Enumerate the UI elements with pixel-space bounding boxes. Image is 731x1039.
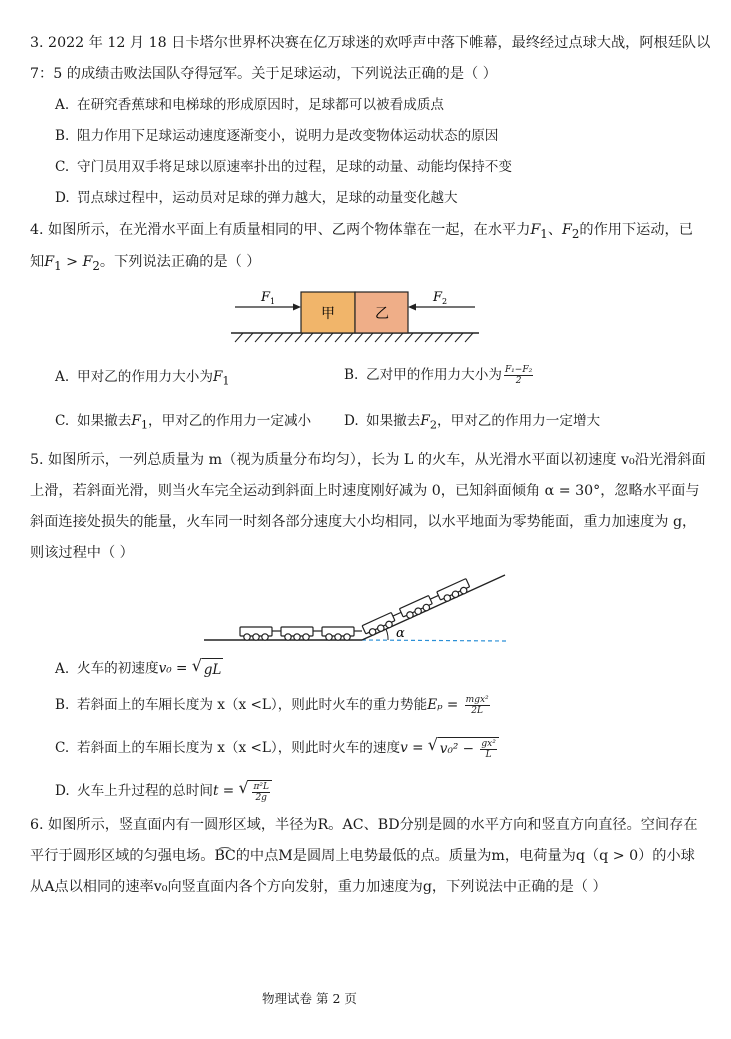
q6-stem-line3: 从A点以相同的速率v₀向竖直面内各个方向发射，重力加速度为g，下列说法中正确的是（ ） [30,879,607,895]
q3-option-a [55,95,444,115]
figure-f1-label: F [261,290,271,305]
option-label: D. [55,190,70,206]
option-equation: v = [400,740,428,756]
option-text: 火车上升过程的总时间 [77,783,213,799]
force-f1-sub: 1 [540,226,548,241]
q3-option-c [55,157,512,177]
q4-stem-line2 [30,252,260,276]
option-label: B. [55,697,70,713]
radical-sign: √ [427,735,438,754]
q4-stem-line1 [30,220,693,244]
radical-sign: √ [191,656,202,675]
square-root [238,780,272,803]
q5-stem-line2: 上滑，若斜面光滑，则当火车完全运动到斜面上时速度刚好减为 0，已知斜面倾角 α = 30°，忽略水平面与 [30,483,700,499]
option-text: 在研究香蕉球和电梯球的形成原因时，足球都可以被看成质点 [77,97,445,113]
figure-f1-sub: 1 [270,297,276,306]
q5-stem-line1: 5. 如图所示，一列总质量为 m（视为质量分布均匀），长为 L 的火车，从光滑水平面以初速度 v₀沿光滑斜面 [30,452,706,468]
force-f2-sub: 2 [92,258,100,273]
option-text: 火车的初速度 [77,660,159,677]
force-f1: F [212,369,223,385]
q4-option-c [55,411,311,435]
q3-option-d [55,188,458,208]
block-yi-label: 乙 [375,306,389,322]
angle-alpha-label: α [396,626,405,641]
force-f1: F [530,222,541,238]
fraction [465,695,490,716]
radical-sign: √ [238,778,249,797]
option-text: 罚点球过程中，运动员对足球的弹力越大，足球的动量变化越大 [77,190,458,206]
option-equation: Eₚ = [427,697,463,713]
q4-stem2-suffix: 。下列说法正确的是（ ） [99,254,261,270]
q4-option-a [55,367,230,391]
option-text: ，甲对乙的作用力一定增大 [437,413,601,429]
separator: 、 [547,222,563,238]
option-label: B. [55,128,70,144]
option-text: 乙对甲的作用力大小为 [366,367,502,383]
option-equation: v₀ = [158,660,192,677]
q5-stem-line3: 斜面连接处损失的能量，火车同一时刻各部分速度大小均相同，以水平地面为零势能面，重力加速度为 g， [30,514,697,530]
q3-option-b [55,126,498,146]
greater-than: > [61,254,83,270]
option-label: D. [344,413,359,429]
block-jia-label: 甲 [321,306,335,322]
force-f2: F [562,222,572,238]
option-text: ，甲对乙的作用力一定减小 [148,413,312,429]
option-text: 甲对乙的作用力大小为 [77,369,213,385]
option-label: A. [55,97,70,113]
q5-option-b [55,695,490,716]
q6-stem-line1: 6. 如图所示，竖直面内有一圆形区域，半径为R。AC、BD分别是圆的水平方向和竖直方向直径。空间存在 [30,817,698,833]
force-f1: F [44,254,55,270]
page-footer: 物理试卷 第 2 页 [262,991,357,1006]
radicand [438,737,499,760]
option-label: C. [55,159,70,175]
fraction-denominator: 2L [471,706,483,716]
fraction-numerator: mgx² [465,695,489,705]
force-f2-arrowhead [408,304,416,311]
figure-f2-sub: 2 [442,297,448,306]
q3-stem-line2: 7：5 的成绩击败法国队夺得冠军。关于足球运动，下列说法正确的是（ ） [30,66,497,82]
option-text: 如果撤去 [366,413,421,429]
fraction [480,739,496,760]
q4-stem-prefix: 4. 如图所示，在光滑水平面上有质量相同的甲、乙两个物体靠在一起，在水平力 [30,222,531,238]
force-f2-sub: 2 [429,417,438,432]
fraction-denominator: L [485,750,492,760]
option-label: D. [55,783,70,799]
radicand-term: v₀² − [439,741,479,757]
force-f2: F [420,413,430,429]
train-cars-incline [362,579,471,638]
option-text: 若斜面上的车厢长度为 x（x <L），则此时火车的速度 [77,740,401,756]
q3-stem-line1: 3. 2022 年 12 月 18 日卡塔尔世界杯决赛在亿万球迷的欢呼声中落下帷幕，最终经过点球大战，阿根廷队以 [30,35,711,51]
option-label: B. [344,367,359,383]
train-cars-flat [240,627,362,640]
fraction-denominator: 2 [515,376,522,386]
option-text: 如果撤去 [77,413,132,429]
fraction-numerator: F₁−F₂ [504,365,533,375]
radicand: gL [202,658,224,680]
q5-option-c [55,737,499,760]
q5-option-d [55,780,272,803]
fraction-numerator: π²L [253,782,269,792]
square-root [428,737,499,760]
fraction-numerator: gx² [481,739,496,749]
fraction [504,365,533,386]
option-text: 阻力作用下足球运动速度逐渐变小，说明力是改变物体运动状态的原因 [77,128,499,144]
force-f1-sub: 1 [54,258,62,273]
force-f1-sub: 1 [140,417,149,432]
q6-stem-line2: 平行于圆形区域的匀强电场。B͡C的中点M是圆周上电势最低的点。质量为m，电荷量为q（q > 0）的小球 [30,848,695,864]
option-equation: t = [212,783,239,799]
square-root [192,658,224,680]
q5-option-a [55,658,223,680]
force-f1: F [131,413,141,429]
q5-train-figure [200,570,510,646]
force-f2: F [82,254,93,270]
option-label: A. [55,660,70,677]
force-f2-sub: 2 [571,226,580,241]
q4-stem2-prefix: 知 [30,254,45,270]
angle-arc [386,629,388,640]
q4-blocks-figure [225,282,490,344]
figure-f2-label: F [433,290,443,305]
q4-option-b [344,365,533,386]
q4-stem-suffix: 的作用下运动，已 [579,222,693,238]
fraction [252,782,270,803]
horizontal-reference-dashed [362,640,506,641]
option-label: A. [55,369,70,385]
radicand [248,780,272,803]
option-label: C. [55,413,70,429]
q5-stem-line4: 则该过程中（ ） [30,545,134,561]
q4-option-d [344,411,600,435]
option-label: C. [55,740,70,756]
ground-hatching [235,333,473,342]
force-f1-arrowhead [293,304,301,311]
option-text: 守门员用双手将足球以原速率扑出的过程，足球的动量、动能均保持不变 [77,159,512,175]
fraction-denominator: 2g [255,793,267,803]
footer-fade-overlay [370,984,460,1010]
force-f1-sub: 1 [222,373,230,388]
option-text: 若斜面上的车厢长度为 x（x <L），则此时火车的重力势能 [77,697,428,713]
